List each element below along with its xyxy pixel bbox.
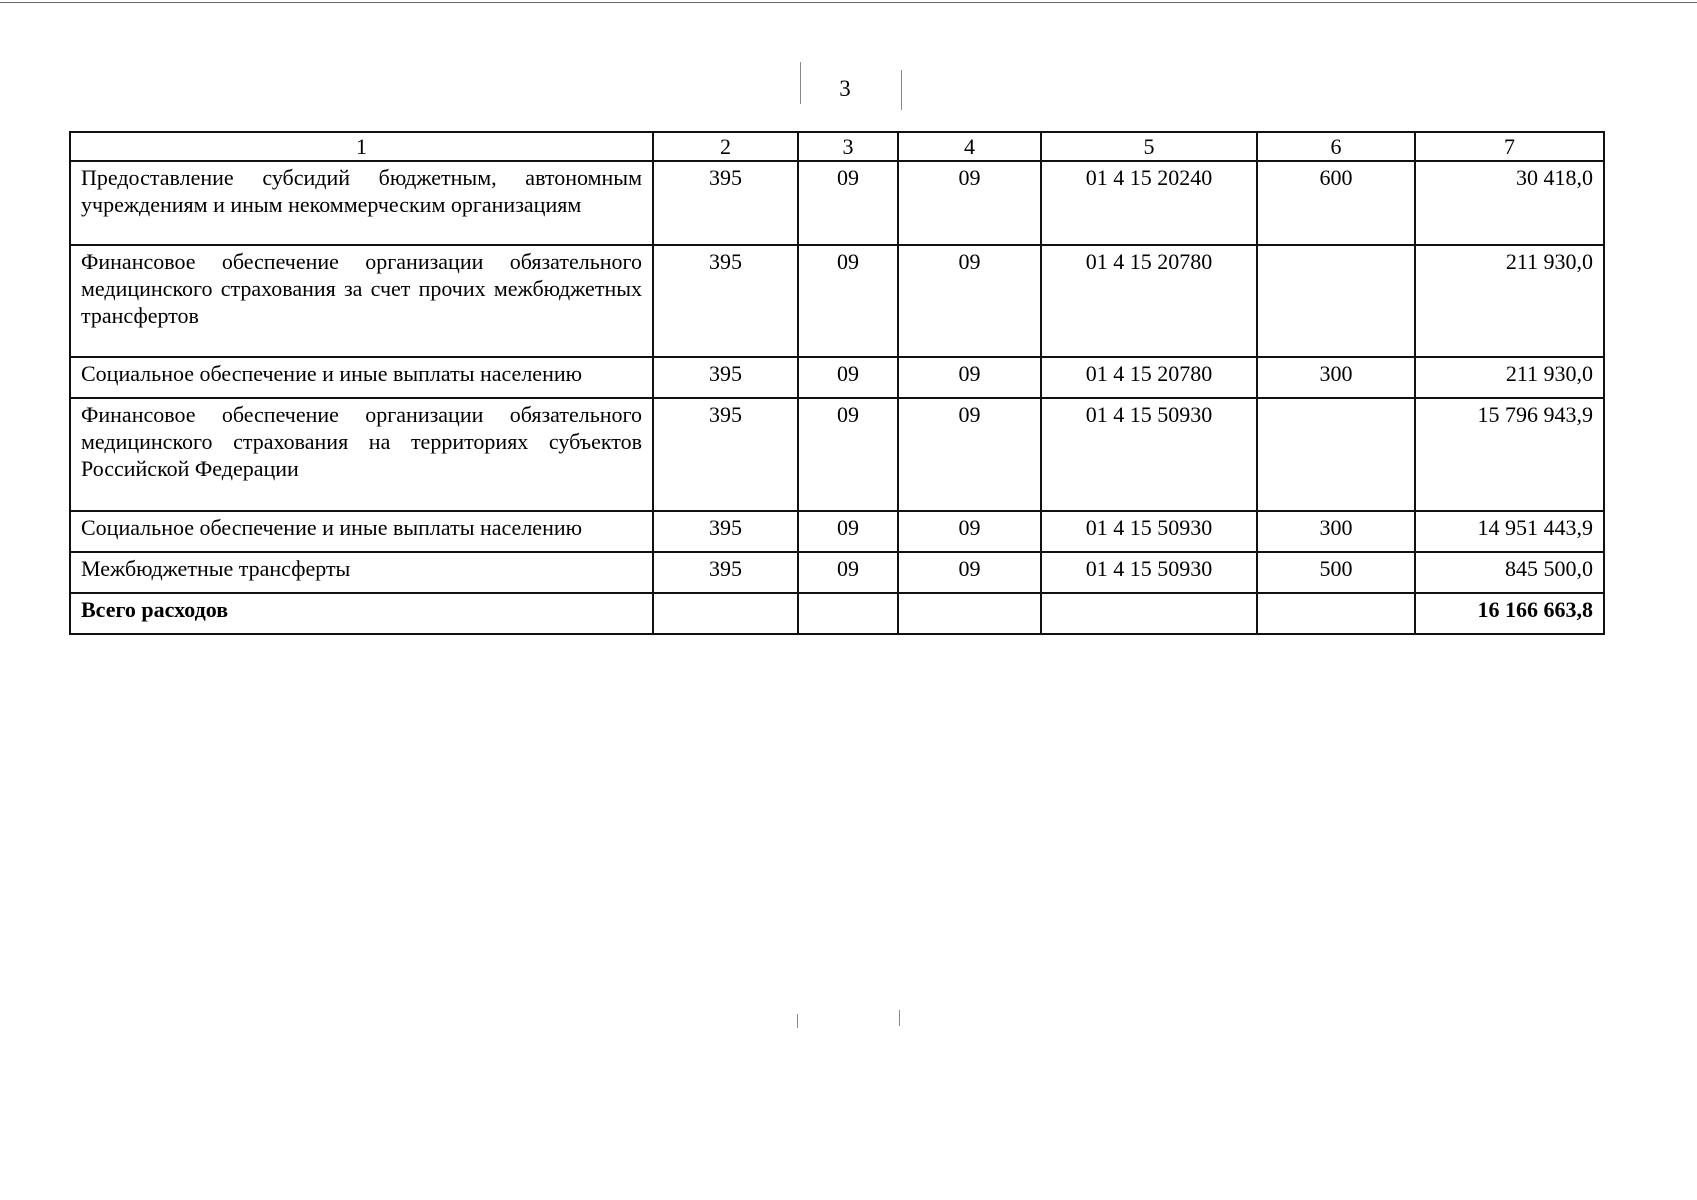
column-header: 6 [1257, 132, 1415, 161]
target-article-code: 01 4 15 20780 [1041, 245, 1257, 357]
expense-name: Социальное обеспечение и иные выплаты населению [70, 511, 653, 552]
empty-cell [798, 593, 898, 634]
expense-type-code [1257, 245, 1415, 357]
empty-cell [898, 593, 1041, 634]
amount: 845 500,0 [1415, 552, 1604, 593]
table-row [70, 398, 1604, 511]
expenditure-table [69, 131, 1605, 635]
scan-mark [797, 1014, 798, 1028]
scan-mark [800, 62, 801, 104]
scan-mark [901, 70, 902, 110]
total-amount: 16 166 663,8 [1415, 593, 1604, 634]
expense-name: Финансовое обеспечение организации обязательного медицинского страхования на территориях субъектов Российской Федерации [70, 398, 653, 511]
empty-cell [1041, 593, 1257, 634]
total-label: Всего расходов [70, 593, 653, 634]
scan-mark [899, 1010, 900, 1026]
amount: 14 951 443,9 [1415, 511, 1604, 552]
page-number: 3 [839, 76, 851, 101]
expense-name: Межбюджетные трансферты [70, 552, 653, 593]
section-code: 09 [798, 357, 898, 398]
table-row [70, 357, 1604, 398]
expense-name: Предоставление субсидий бюджетным, автономным учреждениям и иным некоммерческим организациям [70, 161, 653, 245]
expense-name: Социальное обеспечение и иные выплаты населению [70, 357, 653, 398]
column-header: 2 [653, 132, 798, 161]
subsection-code: 09 [898, 161, 1041, 245]
section-code: 09 [798, 398, 898, 511]
expense-type-code: 600 [1257, 161, 1415, 245]
expense-type-code: 500 [1257, 552, 1415, 593]
top-rule [0, 2, 1697, 3]
empty-cell [1257, 593, 1415, 634]
table-row [70, 245, 1604, 357]
amount: 211 930,0 [1415, 357, 1604, 398]
subsection-code: 09 [898, 552, 1041, 593]
section-code: 09 [798, 511, 898, 552]
table-row [70, 161, 1604, 245]
expense-type-code: 300 [1257, 357, 1415, 398]
ministry-code: 395 [653, 511, 798, 552]
ministry-code: 395 [653, 398, 798, 511]
column-header: 7 [1415, 132, 1604, 161]
subsection-code: 09 [898, 245, 1041, 357]
target-article-code: 01 4 15 20780 [1041, 357, 1257, 398]
section-code: 09 [798, 245, 898, 357]
section-code: 09 [798, 552, 898, 593]
subsection-code: 09 [898, 398, 1041, 511]
column-header: 4 [898, 132, 1041, 161]
expense-type-code [1257, 398, 1415, 511]
total-row [70, 593, 1604, 634]
target-article-code: 01 4 15 50930 [1041, 398, 1257, 511]
target-article-code: 01 4 15 50930 [1041, 511, 1257, 552]
table-row [70, 552, 1604, 593]
ministry-code: 395 [653, 245, 798, 357]
ministry-code: 395 [653, 161, 798, 245]
section-code: 09 [798, 161, 898, 245]
amount: 211 930,0 [1415, 245, 1604, 357]
column-header: 1 [70, 132, 653, 161]
subsection-code: 09 [898, 357, 1041, 398]
subsection-code: 09 [898, 511, 1041, 552]
expense-type-code: 300 [1257, 511, 1415, 552]
amount: 30 418,0 [1415, 161, 1604, 245]
column-header: 5 [1041, 132, 1257, 161]
column-header: 3 [798, 132, 898, 161]
expense-name: Финансовое обеспечение организации обязательного медицинского страхования за счет прочих межбюджетных трансфертов [70, 245, 653, 357]
amount: 15 796 943,9 [1415, 398, 1604, 511]
target-article-code: 01 4 15 20240 [1041, 161, 1257, 245]
column-number-row [70, 132, 1604, 161]
ministry-code: 395 [653, 552, 798, 593]
table-row [70, 511, 1604, 552]
empty-cell [653, 593, 798, 634]
target-article-code: 01 4 15 50930 [1041, 552, 1257, 593]
ministry-code: 395 [653, 357, 798, 398]
